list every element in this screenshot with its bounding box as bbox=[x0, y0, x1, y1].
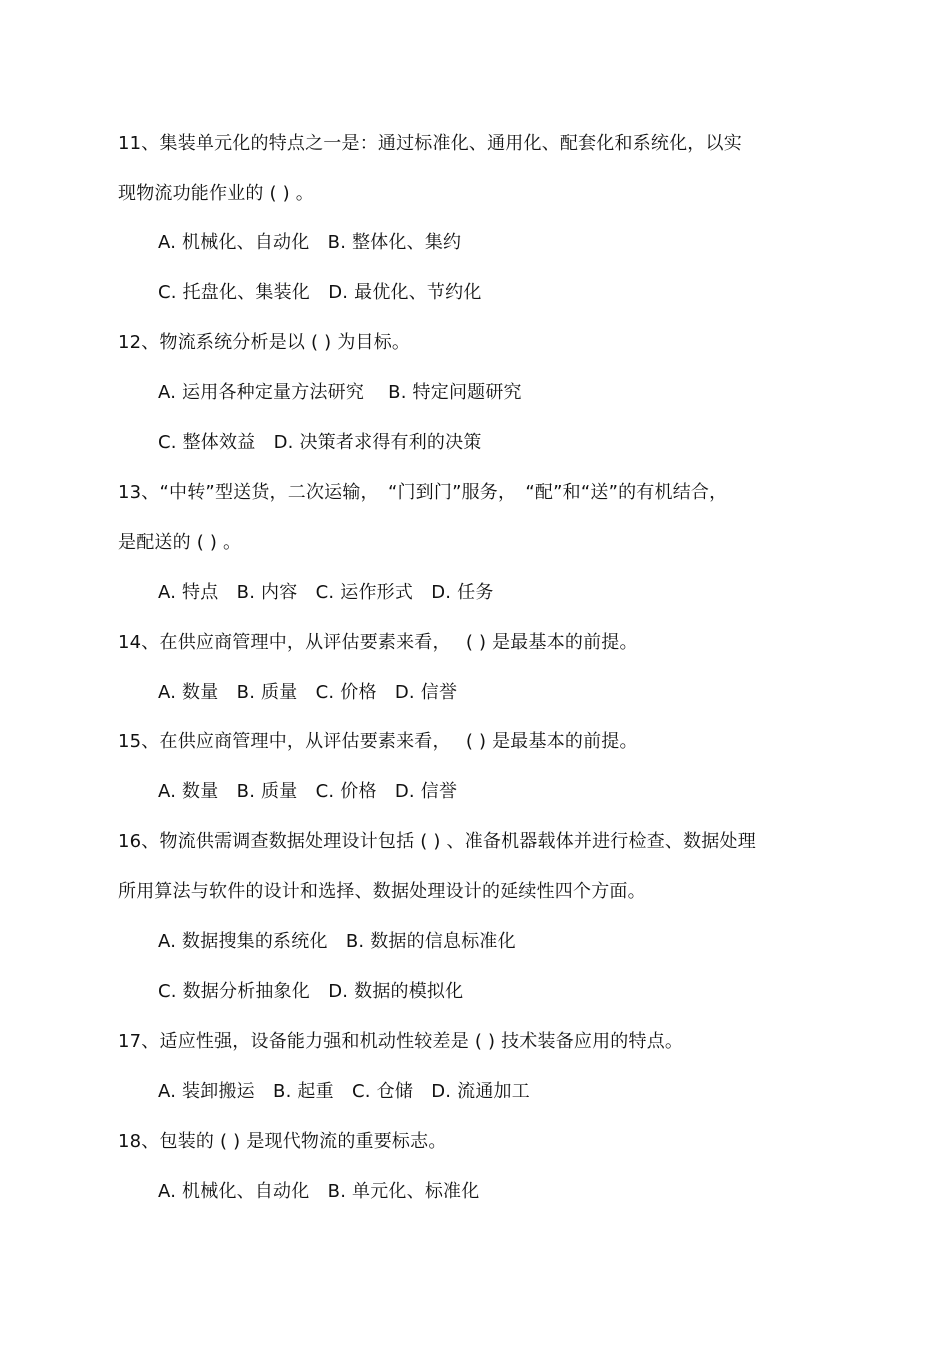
question-16-line-2: 所用算法与软件的设计和选择、数据处理设计的延续性四个方面。 bbox=[118, 881, 646, 902]
question-12-options-cd: C. 整体效益 D. 决策者求得有利的决策 bbox=[158, 432, 482, 453]
question-11-options-ab: A. 机械化、自动化 B. 整体化、集约 bbox=[158, 232, 462, 253]
question-11-options-cd: C. 托盘化、集装化 D. 最优化、节约化 bbox=[158, 282, 482, 303]
question-12-stem: 12、物流系统分析是以 ( ) 为目标。 bbox=[118, 332, 411, 353]
question-18-stem: 18、包装的 ( ) 是现代物流的重要标志。 bbox=[118, 1131, 447, 1152]
question-16-line-1: 16、物流供需调查数据处理设计包括 ( ) 、准备机器载体并进行检查、数据处理 bbox=[118, 831, 756, 852]
question-13-options: A. 特点 B. 内容 C. 运作形式 D. 任务 bbox=[158, 582, 494, 603]
question-11-line-1: 11、集装单元化的特点之一是：通过标准化、通用化、配套化和系统化，以实 bbox=[118, 133, 742, 154]
question-14-options: A. 数量 B. 质量 C. 价格 D. 信誉 bbox=[158, 682, 458, 703]
question-12-options-ab: A. 运用各种定量方法研究 B. 特定问题研究 bbox=[158, 382, 522, 403]
question-11-line-2: 现物流功能作业的 ( ) 。 bbox=[118, 183, 315, 204]
question-18-options-ab: A. 机械化、自动化 B. 单元化、标准化 bbox=[158, 1181, 480, 1202]
question-15-options: A. 数量 B. 质量 C. 价格 D. 信誉 bbox=[158, 781, 458, 802]
question-17-stem: 17、适应性强，设备能力强和机动性较差是 ( ) 技术装备应用的特点。 bbox=[118, 1031, 684, 1052]
question-14-stem: 14、在供应商管理中，从评估要素来看， ( ) 是最基本的前提。 bbox=[118, 632, 638, 653]
question-16-options-ab: A. 数据搜集的系统化 B. 数据的信息标准化 bbox=[158, 931, 516, 952]
question-16-options-cd: C. 数据分析抽象化 D. 数据的模拟化 bbox=[158, 981, 464, 1002]
question-13-line-2: 是配送的 ( ) 。 bbox=[118, 532, 242, 553]
question-13-line-1: 13、“中转”型送货，二次运输， “门到门”服务， “配”和“送”的有机结合， bbox=[118, 482, 728, 503]
question-17-options: A. 装卸搬运 B. 起重 C. 仓储 D. 流通加工 bbox=[158, 1081, 530, 1102]
question-15-stem: 15、在供应商管理中，从评估要素来看， ( ) 是最基本的前提。 bbox=[118, 731, 638, 752]
